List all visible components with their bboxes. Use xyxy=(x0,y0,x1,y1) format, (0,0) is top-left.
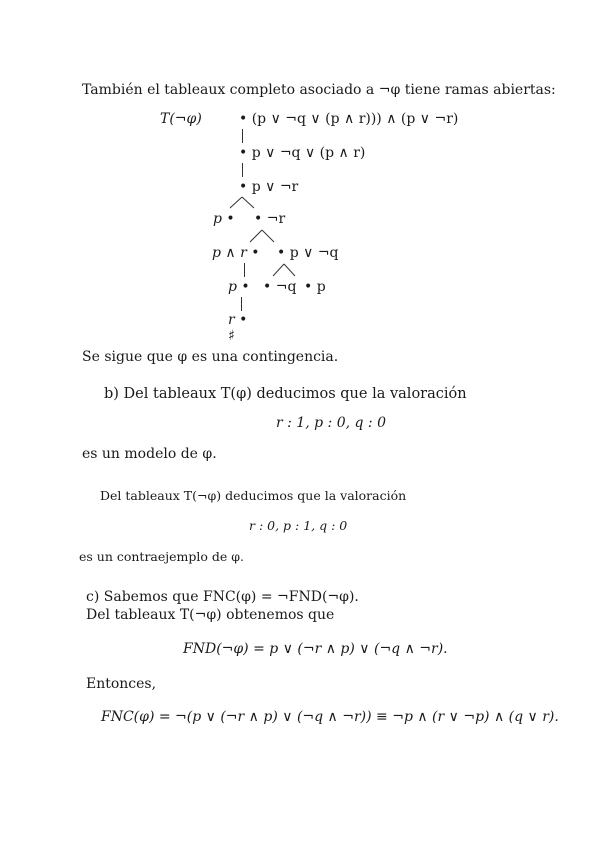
tableau-node-6-notq: • ¬q xyxy=(263,279,297,295)
branch-line xyxy=(230,197,242,208)
tableau-node-4-left: p • xyxy=(213,211,235,227)
part-c-formula1: FND(¬φ) = p ∨ (¬r ∧ p) ∨ (¬q ∧ ¬r). xyxy=(183,641,448,657)
contingency-conclusion: Se sigue que φ es una contingencia. xyxy=(82,349,339,365)
part-c-line1: c) Sabemos que FNC(φ) = ¬FND(¬φ). xyxy=(86,589,359,605)
branch-line xyxy=(284,264,295,276)
tableau-node-5-left: p ∧ r • xyxy=(212,245,260,261)
branch-line xyxy=(273,264,284,276)
branch-line xyxy=(242,197,254,208)
part-b-line4: es un contraejemplo de φ. xyxy=(79,549,245,564)
tableau-node-5-right: • p ∨ ¬q xyxy=(277,245,339,261)
branch-line xyxy=(250,230,262,242)
closed-branch-mark: ♯ xyxy=(228,328,235,344)
part-c-line3: Entonces, xyxy=(86,676,157,692)
tableau-root-label: T(¬φ) xyxy=(160,111,202,127)
tableau-edge xyxy=(241,297,242,311)
tableau-node-6-p2: • p xyxy=(304,279,326,295)
tableau-node-4-right: • ¬r xyxy=(254,211,286,227)
branch-line xyxy=(262,230,274,242)
tableau-node-3: • p ∨ ¬r xyxy=(239,179,299,195)
part-c-line2: Del tableaux T(¬φ) obtenemos que xyxy=(86,607,335,623)
part-c-formula2: FNC(φ) = ¬(p ∨ (¬r ∧ p) ∨ (¬q ∧ ¬r)) ≡ ¬p ∧ (r ∨ ¬p) ∧ (q ∨ r). xyxy=(101,709,559,725)
part-b-line3: Del tableaux T(¬φ) deducimos que la valoración xyxy=(100,488,407,503)
tableau-edge xyxy=(244,263,245,277)
tableau-node-7-r: r • xyxy=(228,312,248,328)
tableau-node-1: • (p ∨ ¬q ∨ (p ∧ r))) ∧ (p ∨ ¬r) xyxy=(239,111,459,127)
part-b-valuation1: r : 1, p : 0, q : 0 xyxy=(276,415,386,431)
part-b-line2: es un modelo de φ. xyxy=(82,446,217,462)
tableau-node-6-p: p • xyxy=(228,279,250,295)
intro-text: También el tableaux completo asociado a ¬φ tiene ramas abiertas: xyxy=(82,82,556,98)
part-b-line1: b) Del tableaux T(φ) deducimos que la valoración xyxy=(104,386,467,402)
part-b-valuation2: r : 0, p : 1, q : 0 xyxy=(249,518,348,533)
tableau-node-2: • p ∨ ¬q ∨ (p ∧ r) xyxy=(239,145,366,161)
